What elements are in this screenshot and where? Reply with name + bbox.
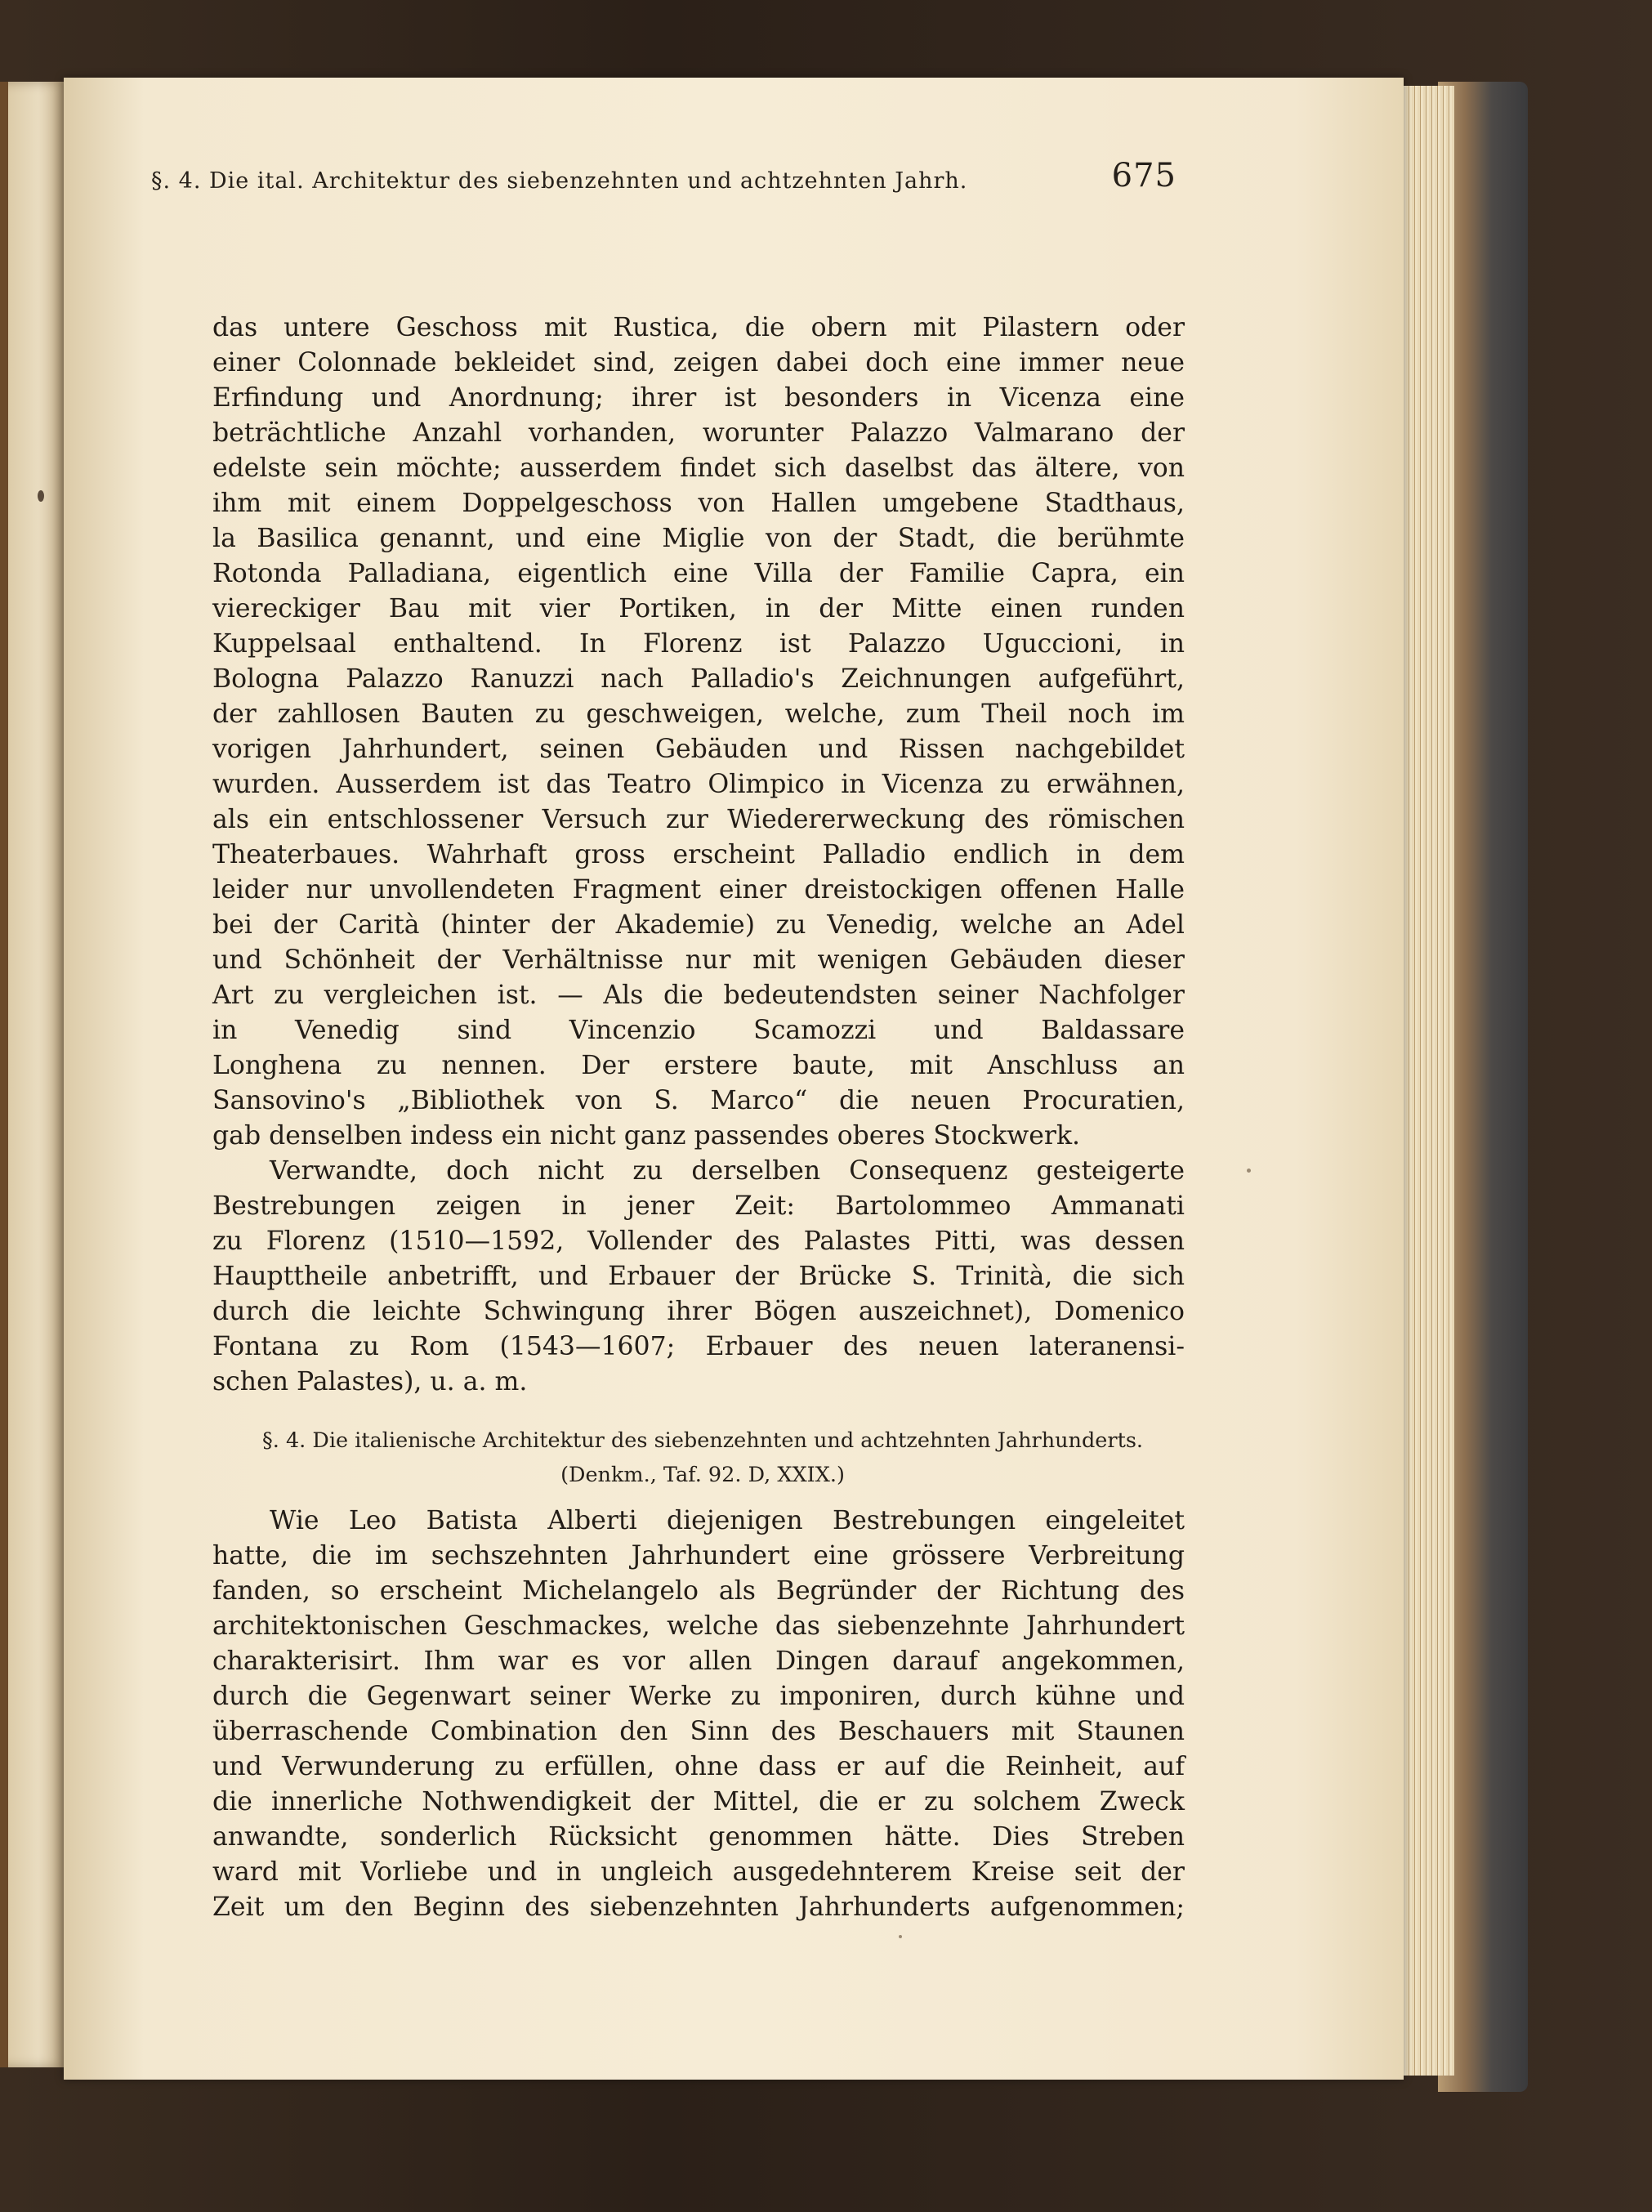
text-line: vorigen Jahrhundert, seinen Gebäuden und Rissen nachgebildet <box>212 735 1185 764</box>
text-line: Erfindung und Anordnung; ihrer ist besonders in Vicenza eine <box>212 383 1185 413</box>
running-head-title: §. 4. Die ital. Architektur des siebenzehnten und achtzehnten Jahrh. <box>151 168 968 194</box>
text-line: wurden. Ausserdem ist das Teatro Olimpico in Vicenza zu erwähnen, <box>212 770 1185 799</box>
text-line: Longhena zu nennen. Der erstere baute, mit Anschluss an <box>212 1051 1185 1080</box>
text-line: Rotonda Palladiana, eigentlich eine Villa der Familie Capra, ein <box>212 559 1185 588</box>
text-line: und Schönheit der Verhältnisse nur mit wenigen Gebäuden dieser <box>212 945 1185 975</box>
section-heading: §. 4. Die italienische Architektur des siebenzehnten und achtzehnten Jahrhunderts. <box>261 1428 1144 1453</box>
text-line: Fontana zu Rom (1543—1607; Erbauer des neuen lateranensi- <box>212 1332 1185 1361</box>
page-number: 675 <box>1111 157 1176 194</box>
text-line: fanden, so erscheint Michelangelo als Begründer der Richtung des <box>212 1576 1185 1606</box>
text-line: Wie Leo Batista Alberti diejenigen Bestrebungen eingeleitet <box>270 1506 1185 1535</box>
text-line: Bologna Palazzo Ranuzzi nach Palladio's Zeichnungen aufgeführt, <box>212 664 1185 694</box>
text-line: schen Palastes), u. a. m. <box>212 1367 528 1396</box>
section-reference: (Denkm., Taf. 92. D, XXIX.) <box>560 1463 845 1487</box>
text-line: einer Colonnade bekleidet sind, zeigen dabei doch eine immer neue <box>212 348 1185 378</box>
text-line: hatte, die im sechszehnten Jahrhundert eine grössere Verbreitung <box>212 1541 1185 1571</box>
text-line: anwandte, sonderlich Rücksicht genommen hätte. Dies Streben <box>212 1822 1185 1852</box>
text-line: der zahllosen Bauten zu geschweigen, welche, zum Theil noch im <box>212 699 1185 729</box>
text-line: Zeit um den Beginn des siebenzehnten Jahrhunderts aufgenommen; <box>212 1892 1185 1922</box>
text-line: Theaterbaues. Wahrhaft gross erscheint Palladio endlich in dem <box>212 840 1185 869</box>
text-line: Haupttheile anbetrifft, und Erbauer der Brücke S. Trinità, die sich <box>212 1262 1185 1291</box>
text-line: durch die leichte Schwingung ihrer Bögen auszeichnet), Domenico <box>212 1297 1185 1326</box>
left-page-sliver <box>0 82 64 2067</box>
text-line: leider nur unvollendeten Fragment einer dreistockigen offenen Halle <box>212 875 1185 905</box>
paper-speck <box>38 490 44 502</box>
text-line: die innerliche Nothwendigkeit der Mittel, die er zu solchem Zweck <box>212 1787 1185 1817</box>
text-line: Kuppelsaal enthaltend. In Florenz ist Palazzo Uguccioni, in <box>212 629 1185 659</box>
text-line: viereckiger Bau mit vier Portiken, in der Mitte einen runden <box>212 594 1185 623</box>
text-line: Art zu vergleichen ist. — Als die bedeutendsten seiner Nachfolger <box>212 981 1185 1010</box>
text-line: beträchtliche Anzahl vorhanden, worunter Palazzo Valmarano der <box>212 418 1185 448</box>
running-head <box>151 157 1176 206</box>
left-cover-edge <box>0 82 8 2067</box>
text-line: architektonischen Geschmackes, welche das siebenzehnte Jahrhundert <box>212 1611 1185 1641</box>
paper-speck <box>1247 1169 1251 1173</box>
text-line: und Verwunderung zu erfüllen, ohne dass er auf die Reinheit, auf <box>212 1752 1185 1781</box>
text-line: gab denselben indess ein nicht ganz passendes oberes Stockwerk. <box>212 1121 1081 1151</box>
text-line: überraschende Combination den Sinn des Beschauers mit Staunen <box>212 1717 1185 1746</box>
text-line: zu Florenz (1510—1592, Vollender des Palastes Pitti, was dessen <box>212 1227 1185 1256</box>
text-line: durch die Gegenwart seiner Werke zu imponiren, durch kühne und <box>212 1682 1185 1711</box>
text-line: in Venedig sind Vincenzio Scamozzi und Baldassare <box>212 1016 1185 1045</box>
text-line: Sansovino's „Bibliothek von S. Marco“ die neuen Procuratien, <box>212 1086 1185 1115</box>
text-line: ihm mit einem Doppelgeschoss von Hallen umgebene Stadthaus, <box>212 489 1185 518</box>
text-line: ward mit Vorliebe und in ungleich ausgedehnterem Kreise seit der <box>212 1857 1185 1887</box>
text-line: charakterisirt. Ihm war es vor allen Dingen darauf angekommen, <box>212 1647 1185 1676</box>
text-line: la Basilica genannt, und eine Miglie von der Stadt, die berühmte <box>212 524 1185 553</box>
text-line: bei der Carità (hinter der Akademie) zu Venedig, welche an Adel <box>212 910 1185 940</box>
text-line: Verwandte, doch nicht zu derselben Consequenz gesteigerte <box>270 1156 1185 1186</box>
text-line: Bestrebungen zeigen in jener Zeit: Bartolommeo Ammanati <box>212 1191 1185 1221</box>
paper-speck <box>899 1935 902 1938</box>
text-line: das untere Geschoss mit Rustica, die obern mit Pilastern oder <box>212 313 1185 342</box>
text-line: als ein entschlossener Versuch zur Wiedererweckung des römischen <box>212 805 1185 834</box>
text-line: edelste sein möchte; ausserdem findet sich daselbst das ältere, von <box>212 454 1185 483</box>
